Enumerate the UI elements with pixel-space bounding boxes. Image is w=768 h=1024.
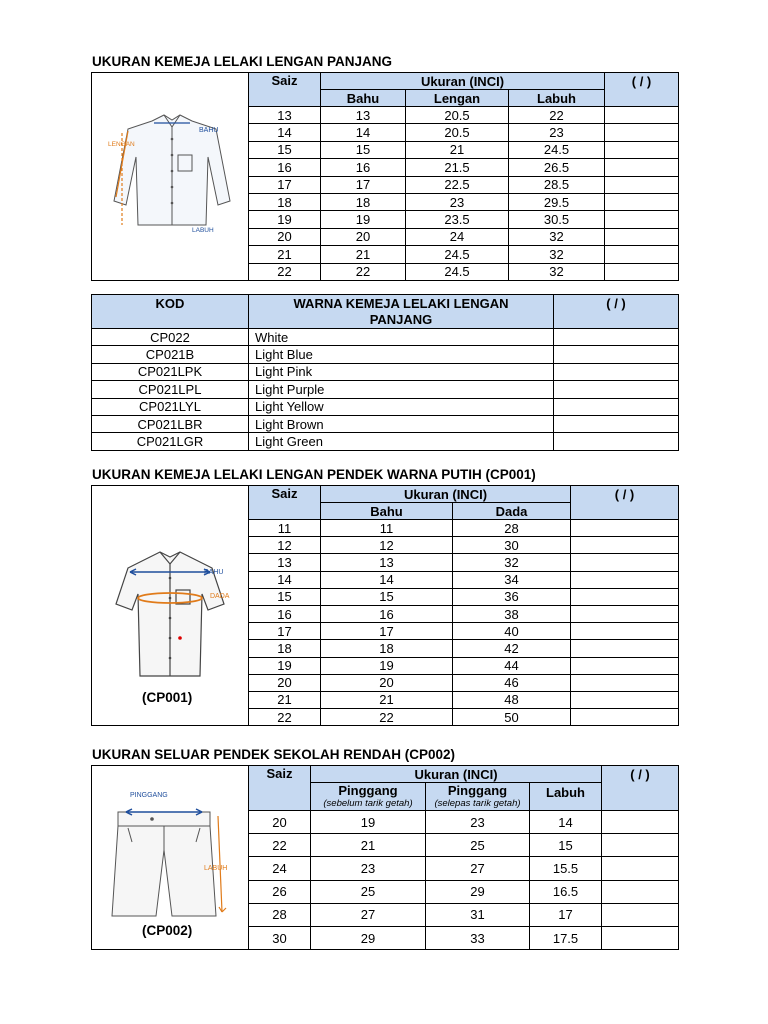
tick-cell[interactable]: [571, 623, 679, 640]
bahu-cell: 14: [321, 571, 453, 588]
labuh-label: LABUH: [204, 865, 228, 872]
dada-cell: 30: [453, 537, 571, 554]
bahu-cell: 15: [321, 588, 453, 605]
header-saiz: Saiz: [249, 73, 321, 107]
header-ukuran: Ukuran (INCI): [311, 766, 602, 783]
saiz-cell: 22: [249, 263, 321, 280]
tick-cell[interactable]: [554, 329, 679, 346]
bahu-cell: 16: [321, 605, 453, 622]
dada-cell: 42: [453, 640, 571, 657]
header-ukuran: Ukuran (INCI): [321, 73, 605, 90]
saiz-cell: 30: [249, 926, 311, 949]
lengan-cell: 24.5: [406, 246, 509, 263]
dada-cell: 40: [453, 623, 571, 640]
bahu-cell: 19: [321, 211, 406, 228]
dada-cell: 36: [453, 588, 571, 605]
bahu-cell: 15: [321, 141, 406, 158]
saiz-cell: 18: [249, 193, 321, 210]
cp002-caption: (CP002): [142, 923, 193, 938]
table-row: [92, 415, 679, 432]
tick-cell[interactable]: [571, 657, 679, 674]
long-sleeve-shirt-icon: [92, 73, 249, 280]
labuh-cell: 28.5: [509, 176, 605, 193]
tick-cell[interactable]: [605, 193, 679, 210]
pinggang-after-note: (selepas tarik getah): [434, 798, 521, 809]
saiz-cell: 16: [249, 605, 321, 622]
labuh-cell: 29.5: [509, 193, 605, 210]
table-row: [92, 433, 679, 450]
tick-cell[interactable]: [605, 263, 679, 280]
kod-cell: CP021LYL: [92, 398, 249, 415]
saiz-cell: 16: [249, 159, 321, 176]
saiz-cell: 19: [249, 657, 321, 674]
tick-cell[interactable]: [605, 211, 679, 228]
saiz-cell: 12: [249, 537, 321, 554]
pinggang-after-cell: 31: [426, 903, 530, 926]
saiz-cell: 14: [249, 124, 321, 141]
pinggang-before-cell: 19: [311, 811, 426, 834]
saiz-cell: 15: [249, 141, 321, 158]
dada-label: DADA: [210, 593, 230, 600]
tick-cell[interactable]: [602, 811, 679, 834]
cp001-caption: (CP001): [142, 690, 193, 705]
lengan-cell: 21.5: [406, 159, 509, 176]
bahu-cell: 18: [321, 193, 406, 210]
bahu-cell: 20: [321, 674, 453, 691]
header-bahu: Bahu: [321, 90, 406, 107]
tick-cell[interactable]: [554, 415, 679, 432]
bahu-cell: 12: [321, 537, 453, 554]
bahu-cell: 19: [321, 657, 453, 674]
warna-cell: Light Purple: [249, 381, 554, 398]
section1-title: UKURAN KEMEJA LELAKI LENGAN PANJANG: [92, 54, 393, 69]
lengan-cell: 22.5: [406, 176, 509, 193]
bahu-cell: 13: [321, 554, 453, 571]
header-ukuran: Ukuran (INCI): [321, 486, 571, 503]
table-row: [92, 398, 679, 415]
labuh-cell: 17.5: [530, 926, 602, 949]
saiz-cell: 19: [249, 211, 321, 228]
tick-cell[interactable]: [605, 228, 679, 245]
dada-cell: 34: [453, 571, 571, 588]
header-labuh: Labuh: [509, 90, 605, 107]
section4-title: UKURAN SELUAR PENDEK SEKOLAH RENDAH (CP002): [92, 747, 456, 762]
saiz-cell: 28: [249, 903, 311, 926]
labuh-cell: 16.5: [530, 880, 602, 903]
short-sleeve-size-table: [91, 485, 679, 726]
header-saiz: Saiz: [249, 486, 321, 520]
bahu-cell: 13: [321, 107, 406, 124]
table-row: [92, 381, 679, 398]
saiz-cell: 21: [249, 691, 321, 708]
pinggang-before-note: (sebelum tarik getah): [323, 798, 413, 809]
labuh-cell: 24.5: [509, 141, 605, 158]
labuh-cell: 22: [509, 107, 605, 124]
pinggang-before-cell: 21: [311, 834, 426, 857]
header-saiz: Saiz: [249, 766, 311, 811]
pinggang-after-cell: 23: [426, 811, 530, 834]
warna-cell: Light Pink: [249, 363, 554, 380]
pinggang-after-label: Pinggang: [447, 783, 508, 798]
header-tick: ( / ): [554, 295, 679, 329]
tick-cell[interactable]: [554, 363, 679, 380]
labuh-cell: 32: [509, 263, 605, 280]
saiz-cell: 26: [249, 880, 311, 903]
kod-cell: CP021LBR: [92, 415, 249, 432]
bahu-cell: 21: [321, 246, 406, 263]
lengan-cell: 23: [406, 193, 509, 210]
pinggang-before-cell: 29: [311, 926, 426, 949]
saiz-cell: 22: [249, 709, 321, 726]
tick-cell[interactable]: [554, 346, 679, 363]
lengan-cell: 21: [406, 141, 509, 158]
bahu-cell: 17: [321, 176, 406, 193]
kod-cell: CP021LGR: [92, 433, 249, 450]
tick-cell[interactable]: [605, 124, 679, 141]
bahu-cell: 17: [321, 623, 453, 640]
pinggang-after-cell: 27: [426, 857, 530, 880]
lengan-cell: 20.5: [406, 107, 509, 124]
bahu-label: BAHU: [204, 569, 224, 576]
tick-cell[interactable]: [571, 605, 679, 622]
pinggang-before-cell: 25: [311, 880, 426, 903]
pinggang-after-cell: 25: [426, 834, 530, 857]
tick-cell[interactable]: [571, 537, 679, 554]
tick-cell[interactable]: [602, 903, 679, 926]
table-row: [92, 346, 679, 363]
section3-title: UKURAN KEMEJA LELAKI LENGAN PENDEK WARNA PUTIH (CP001): [92, 467, 536, 482]
header-tick: ( / ): [571, 486, 679, 520]
long-sleeve-size-table: [91, 72, 679, 281]
dada-cell: 48: [453, 691, 571, 708]
warna-cell: Light Yellow: [249, 398, 554, 415]
warna-cell: White: [249, 329, 554, 346]
labuh-cell: 23: [509, 124, 605, 141]
dada-cell: 44: [453, 657, 571, 674]
saiz-cell: 20: [249, 674, 321, 691]
labuh-cell: 26.5: [509, 159, 605, 176]
dada-cell: 28: [453, 520, 571, 537]
saiz-cell: 17: [249, 623, 321, 640]
tick-cell[interactable]: [605, 159, 679, 176]
tick-cell[interactable]: [554, 381, 679, 398]
tick-cell[interactable]: [605, 176, 679, 193]
bahu-cell: 20: [321, 228, 406, 245]
tick-cell[interactable]: [571, 588, 679, 605]
pinggang-before-cell: 27: [311, 903, 426, 926]
pinggang-after-cell: 33: [426, 926, 530, 949]
tick-cell[interactable]: [571, 554, 679, 571]
tick-cell[interactable]: [602, 857, 679, 880]
shorts-illustration: [92, 766, 249, 950]
bahu-cell: 16: [321, 159, 406, 176]
bahu-cell: 11: [321, 520, 453, 537]
bahu-cell: 14: [321, 124, 406, 141]
tick-cell[interactable]: [571, 674, 679, 691]
dada-cell: 46: [453, 674, 571, 691]
labuh-cell: 30.5: [509, 211, 605, 228]
saiz-cell: 17: [249, 176, 321, 193]
header-dada: Dada: [453, 503, 571, 520]
warna-cell: Light Blue: [249, 346, 554, 363]
table-row: [92, 329, 679, 346]
header-tick: ( / ): [605, 73, 679, 107]
saiz-cell: 14: [249, 571, 321, 588]
long-sleeve-shirt-illustration: [92, 73, 249, 281]
saiz-cell: 13: [249, 107, 321, 124]
shorts-size-table: [91, 765, 679, 950]
bahu-label: BAHU: [199, 127, 219, 134]
header-lengan: Lengan: [406, 90, 509, 107]
short-sleeve-shirt-illustration: [92, 486, 249, 726]
tick-cell[interactable]: [605, 107, 679, 124]
saiz-cell: 20: [249, 811, 311, 834]
saiz-cell: 22: [249, 834, 311, 857]
kod-cell: CP021B: [92, 346, 249, 363]
tick-cell[interactable]: [605, 246, 679, 263]
tick-cell[interactable]: [602, 926, 679, 949]
header-warna: WARNA KEMEJA LELAKI LENGAN PANJANG: [249, 295, 554, 329]
tick-cell[interactable]: [602, 834, 679, 857]
tick-cell[interactable]: [571, 571, 679, 588]
dada-cell: 32: [453, 554, 571, 571]
saiz-cell: 18: [249, 640, 321, 657]
tick-cell[interactable]: [602, 880, 679, 903]
header-bahu: Bahu: [321, 503, 453, 520]
saiz-cell: 13: [249, 554, 321, 571]
kod-cell: CP021LPK: [92, 363, 249, 380]
saiz-cell: 24: [249, 857, 311, 880]
labuh-label: LABUH: [192, 227, 214, 234]
labuh-cell: 32: [509, 228, 605, 245]
tick-cell[interactable]: [571, 640, 679, 657]
bahu-cell: 18: [321, 640, 453, 657]
header-pinggang-before: [311, 783, 426, 811]
lengan-cell: 24: [406, 228, 509, 245]
dada-cell: 50: [453, 709, 571, 726]
lengan-cell: 23.5: [406, 211, 509, 228]
labuh-cell: 14: [530, 811, 602, 834]
lengan-cell: 24.5: [406, 263, 509, 280]
lengan-cell: 20.5: [406, 124, 509, 141]
tick-cell[interactable]: [605, 141, 679, 158]
kod-cell: CP021LPL: [92, 381, 249, 398]
warna-cell: Light Brown: [249, 415, 554, 432]
header-kod: KOD: [92, 295, 249, 329]
labuh-cell: 32: [509, 246, 605, 263]
bahu-cell: 21: [321, 691, 453, 708]
bahu-cell: 22: [321, 709, 453, 726]
dada-cell: 38: [453, 605, 571, 622]
tick-cell[interactable]: [571, 520, 679, 537]
pinggang-label: PINGGANG: [130, 792, 168, 799]
tick-cell[interactable]: [571, 691, 679, 708]
header-pinggang-after: [426, 783, 530, 811]
tick-cell[interactable]: [571, 709, 679, 726]
header-tick: ( / ): [602, 766, 679, 811]
long-sleeve-color-table: [91, 294, 679, 451]
labuh-cell: 15.5: [530, 857, 602, 880]
pinggang-before-label: Pinggang: [338, 783, 398, 798]
tick-cell[interactable]: [554, 398, 679, 415]
header-labuh: Labuh: [530, 783, 602, 811]
saiz-cell: 21: [249, 246, 321, 263]
pinggang-before-cell: 23: [311, 857, 426, 880]
bahu-cell: 22: [321, 263, 406, 280]
pinggang-after-cell: 29: [426, 880, 530, 903]
saiz-cell: 15: [249, 588, 321, 605]
labuh-cell: 15: [530, 834, 602, 857]
kod-cell: CP022: [92, 329, 249, 346]
warna-cell: Light Green: [249, 433, 554, 450]
labuh-cell: 17: [530, 903, 602, 926]
lengan-label: LENGAN: [108, 141, 135, 148]
saiz-cell: 20: [249, 228, 321, 245]
tick-cell[interactable]: [554, 433, 679, 450]
table-row: [92, 363, 679, 380]
saiz-cell: 11: [249, 520, 321, 537]
